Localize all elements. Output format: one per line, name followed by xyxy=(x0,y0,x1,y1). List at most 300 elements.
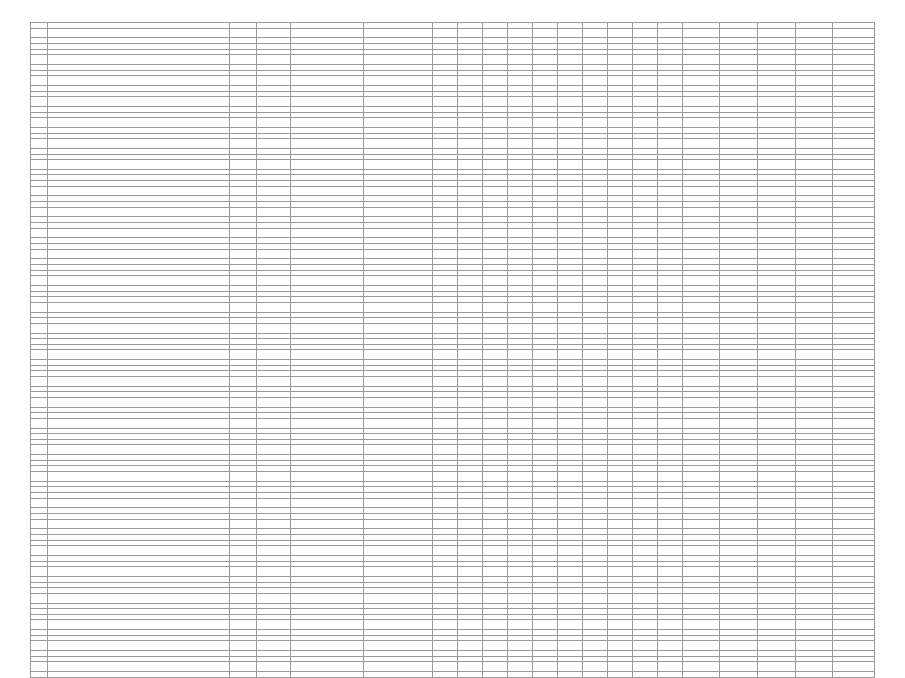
table-cell xyxy=(682,323,720,333)
table-cell xyxy=(257,498,290,508)
table-cell xyxy=(833,641,875,651)
table-cell xyxy=(657,472,682,482)
table-cell xyxy=(230,323,257,333)
table-cell xyxy=(582,472,607,482)
table-cell xyxy=(720,418,758,428)
table-cell xyxy=(363,249,432,259)
table-cell xyxy=(720,662,758,672)
table-cell xyxy=(290,323,363,333)
row-label-cell xyxy=(47,160,230,170)
table-cell xyxy=(682,376,720,386)
row-label-cell xyxy=(47,519,230,529)
table-cell xyxy=(363,139,432,149)
table-cell xyxy=(290,620,363,630)
row-label-cell xyxy=(47,350,230,360)
table-cell xyxy=(833,672,875,678)
table-cell xyxy=(632,418,657,428)
table-cell xyxy=(795,249,833,259)
table-cell xyxy=(363,76,432,86)
table-cell xyxy=(507,672,532,678)
table-cell xyxy=(632,350,657,360)
table-cell xyxy=(457,567,482,577)
table-cell xyxy=(720,323,758,333)
table-cell xyxy=(557,160,582,170)
table-cell xyxy=(657,28,682,38)
table-cell xyxy=(457,546,482,556)
table-cell xyxy=(457,28,482,38)
table-cell xyxy=(833,323,875,333)
table-cell xyxy=(363,662,432,672)
table-cell xyxy=(833,397,875,407)
table-cell xyxy=(557,376,582,386)
table-row xyxy=(31,249,875,259)
table-cell xyxy=(557,55,582,65)
table-cell xyxy=(507,276,532,286)
table-cell xyxy=(833,418,875,428)
table-cell xyxy=(607,472,632,482)
table-cell xyxy=(758,376,796,386)
table-cell xyxy=(758,445,796,455)
table-cell xyxy=(758,350,796,360)
table-cell xyxy=(507,418,532,428)
table-cell xyxy=(657,350,682,360)
table-cell xyxy=(833,350,875,360)
table-cell xyxy=(432,302,457,312)
table-cell xyxy=(720,28,758,38)
table-cell xyxy=(607,302,632,312)
table-cell xyxy=(507,662,532,672)
table-cell xyxy=(482,593,507,603)
table-cell xyxy=(720,139,758,149)
table-cell xyxy=(532,519,557,529)
table-cell xyxy=(557,276,582,286)
table-cell xyxy=(607,546,632,556)
table-cell xyxy=(682,641,720,651)
table-cell xyxy=(833,472,875,482)
table-cell xyxy=(482,641,507,651)
table-cell xyxy=(457,160,482,170)
table-cell xyxy=(230,397,257,407)
table-cell xyxy=(657,593,682,603)
table-cell xyxy=(457,249,482,259)
table-cell xyxy=(432,28,457,38)
table-cell xyxy=(257,546,290,556)
table-cell xyxy=(682,139,720,149)
table-cell xyxy=(290,160,363,170)
table-cell xyxy=(363,160,432,170)
table-cell xyxy=(632,228,657,238)
table-cell xyxy=(682,418,720,428)
table-cell xyxy=(257,376,290,386)
table-cell xyxy=(290,55,363,65)
table-cell xyxy=(31,620,48,630)
table-cell xyxy=(795,519,833,529)
row-label-cell xyxy=(47,249,230,259)
table-cell xyxy=(257,302,290,312)
table-cell xyxy=(532,228,557,238)
table-cell xyxy=(507,472,532,482)
table-cell xyxy=(507,397,532,407)
table-cell xyxy=(290,207,363,217)
table-cell xyxy=(557,519,582,529)
table-cell xyxy=(682,593,720,603)
table-cell xyxy=(632,567,657,577)
table-cell xyxy=(582,620,607,630)
table-row xyxy=(31,376,875,386)
table-cell xyxy=(257,350,290,360)
table-cell xyxy=(582,276,607,286)
row-label-cell xyxy=(47,472,230,482)
table-cell xyxy=(720,620,758,630)
table-cell xyxy=(720,519,758,529)
table-cell xyxy=(632,28,657,38)
table-cell xyxy=(682,228,720,238)
table-cell xyxy=(720,249,758,259)
table-cell xyxy=(257,139,290,149)
table-cell xyxy=(557,350,582,360)
table-cell xyxy=(482,323,507,333)
table-cell xyxy=(31,672,48,678)
table-cell xyxy=(290,672,363,678)
table-cell xyxy=(632,249,657,259)
table-cell xyxy=(257,662,290,672)
table-cell xyxy=(557,445,582,455)
table-cell xyxy=(363,228,432,238)
table-cell xyxy=(682,519,720,529)
table-cell xyxy=(230,445,257,455)
table-cell xyxy=(682,276,720,286)
table-cell xyxy=(532,76,557,86)
table-cell xyxy=(31,139,48,149)
row-label-cell xyxy=(47,186,230,196)
table-cell xyxy=(257,418,290,428)
table-cell xyxy=(482,620,507,630)
table-cell xyxy=(482,139,507,149)
table-cell xyxy=(457,97,482,107)
table-cell xyxy=(230,76,257,86)
row-label-cell xyxy=(47,276,230,286)
table-cell xyxy=(257,55,290,65)
table-cell xyxy=(457,672,482,678)
table-cell xyxy=(657,418,682,428)
table-cell xyxy=(230,672,257,678)
table-cell xyxy=(507,620,532,630)
table-cell xyxy=(557,228,582,238)
table-cell xyxy=(230,207,257,217)
table-cell xyxy=(758,498,796,508)
table-cell xyxy=(607,139,632,149)
table-cell xyxy=(363,519,432,529)
table-cell xyxy=(363,472,432,482)
table-cell xyxy=(582,139,607,149)
table-cell xyxy=(532,350,557,360)
table-cell xyxy=(657,249,682,259)
table-row xyxy=(31,118,875,128)
table-cell xyxy=(432,55,457,65)
table-cell xyxy=(432,472,457,482)
table-cell xyxy=(482,118,507,128)
table-cell xyxy=(632,672,657,678)
table-cell xyxy=(31,28,48,38)
table-cell xyxy=(457,55,482,65)
row-label-cell xyxy=(47,445,230,455)
table-cell xyxy=(230,546,257,556)
table-cell xyxy=(582,350,607,360)
table-cell xyxy=(230,276,257,286)
table-cell xyxy=(582,76,607,86)
table-cell xyxy=(457,445,482,455)
table-cell xyxy=(363,593,432,603)
table-cell xyxy=(31,472,48,482)
table-cell xyxy=(532,445,557,455)
table-cell xyxy=(31,228,48,238)
table-cell xyxy=(363,445,432,455)
table-cell xyxy=(607,519,632,529)
table-cell xyxy=(457,498,482,508)
table-cell xyxy=(31,662,48,672)
table-row xyxy=(31,397,875,407)
table-cell xyxy=(682,445,720,455)
table-cell xyxy=(758,546,796,556)
data-table-sheet xyxy=(30,22,875,678)
table-row xyxy=(31,302,875,312)
table-cell xyxy=(290,567,363,577)
table-cell xyxy=(432,323,457,333)
table-cell xyxy=(432,662,457,672)
row-label-cell xyxy=(47,641,230,651)
table-cell xyxy=(557,186,582,196)
table-cell xyxy=(795,672,833,678)
table-cell xyxy=(31,567,48,577)
table-cell xyxy=(607,186,632,196)
table-cell xyxy=(457,139,482,149)
table-cell xyxy=(482,249,507,259)
table-cell xyxy=(507,546,532,556)
table-cell xyxy=(720,186,758,196)
table-cell xyxy=(582,302,607,312)
table-cell xyxy=(507,139,532,149)
table-cell xyxy=(657,160,682,170)
table-cell xyxy=(290,302,363,312)
table-cell xyxy=(290,418,363,428)
table-cell xyxy=(31,302,48,312)
table-cell xyxy=(257,160,290,170)
table-cell xyxy=(607,498,632,508)
table-cell xyxy=(31,55,48,65)
table-cell xyxy=(833,55,875,65)
table-cell xyxy=(582,567,607,577)
table-cell xyxy=(31,498,48,508)
table-cell xyxy=(632,498,657,508)
table-cell xyxy=(31,418,48,428)
table-cell xyxy=(582,672,607,678)
row-label-cell xyxy=(47,567,230,577)
table-cell xyxy=(795,160,833,170)
table-cell xyxy=(290,28,363,38)
table-cell xyxy=(432,228,457,238)
table-cell xyxy=(795,302,833,312)
table-cell xyxy=(758,55,796,65)
table-cell xyxy=(457,418,482,428)
table-cell xyxy=(582,249,607,259)
table-cell xyxy=(758,302,796,312)
table-cell xyxy=(557,302,582,312)
table-cell xyxy=(432,76,457,86)
table-cell xyxy=(720,376,758,386)
table-cell xyxy=(758,323,796,333)
table-cell xyxy=(582,418,607,428)
table-cell xyxy=(230,498,257,508)
table-cell xyxy=(632,323,657,333)
table-cell xyxy=(363,186,432,196)
table-cell xyxy=(290,97,363,107)
table-cell xyxy=(31,76,48,86)
table-cell xyxy=(657,276,682,286)
table-cell xyxy=(363,207,432,217)
table-cell xyxy=(31,593,48,603)
table-cell xyxy=(507,641,532,651)
table-cell xyxy=(457,207,482,217)
table-cell xyxy=(557,28,582,38)
table-cell xyxy=(257,249,290,259)
table-cell xyxy=(682,249,720,259)
table-cell xyxy=(720,546,758,556)
table-cell xyxy=(582,445,607,455)
table-cell xyxy=(632,76,657,86)
table-cell xyxy=(582,118,607,128)
table-cell xyxy=(432,418,457,428)
table-row xyxy=(31,323,875,333)
table-cell xyxy=(290,397,363,407)
table-cell xyxy=(607,350,632,360)
table-cell xyxy=(482,276,507,286)
table-cell xyxy=(31,276,48,286)
table-cell xyxy=(682,160,720,170)
table-cell xyxy=(557,641,582,651)
table-cell xyxy=(363,302,432,312)
table-cell xyxy=(795,620,833,630)
table-cell xyxy=(607,28,632,38)
row-label-cell xyxy=(47,498,230,508)
table-cell xyxy=(432,567,457,577)
table-cell xyxy=(632,641,657,651)
table-cell xyxy=(557,672,582,678)
table-cell xyxy=(482,567,507,577)
table-cell xyxy=(833,620,875,630)
table-cell xyxy=(682,567,720,577)
table-cell xyxy=(432,276,457,286)
table-cell xyxy=(482,350,507,360)
table-cell xyxy=(31,445,48,455)
table-cell xyxy=(833,76,875,86)
table-cell xyxy=(557,662,582,672)
table-cell xyxy=(582,186,607,196)
table-cell xyxy=(432,97,457,107)
table-cell xyxy=(432,376,457,386)
row-label-cell xyxy=(47,397,230,407)
table-cell xyxy=(507,323,532,333)
table-cell xyxy=(290,350,363,360)
table-cell xyxy=(720,276,758,286)
table-cell xyxy=(833,97,875,107)
table-cell xyxy=(582,323,607,333)
table-cell xyxy=(582,519,607,529)
table-cell xyxy=(290,76,363,86)
table-cell xyxy=(758,160,796,170)
table-cell xyxy=(582,160,607,170)
table-cell xyxy=(290,376,363,386)
table-cell xyxy=(795,376,833,386)
table-cell xyxy=(532,186,557,196)
row-label-cell xyxy=(47,28,230,38)
table-cell xyxy=(795,186,833,196)
table-cell xyxy=(482,186,507,196)
table-cell xyxy=(457,228,482,238)
table-cell xyxy=(632,55,657,65)
table-cell xyxy=(795,445,833,455)
table-cell xyxy=(720,228,758,238)
table-cell xyxy=(290,118,363,128)
table-cell xyxy=(257,76,290,86)
table-cell xyxy=(257,97,290,107)
table-cell xyxy=(833,118,875,128)
table-cell xyxy=(833,519,875,529)
table-cell xyxy=(230,55,257,65)
table-cell xyxy=(632,302,657,312)
table-cell xyxy=(507,76,532,86)
table-cell xyxy=(482,302,507,312)
table-cell xyxy=(507,519,532,529)
table-cell xyxy=(833,160,875,170)
table-cell xyxy=(607,445,632,455)
table-cell xyxy=(363,376,432,386)
table-cell xyxy=(657,76,682,86)
row-label-cell xyxy=(47,76,230,86)
table-cell xyxy=(557,498,582,508)
table-cell xyxy=(682,662,720,672)
table-cell xyxy=(257,445,290,455)
table-cell xyxy=(457,593,482,603)
table-cell xyxy=(720,97,758,107)
table-cell xyxy=(230,160,257,170)
table-cell xyxy=(833,28,875,38)
table-cell xyxy=(457,302,482,312)
row-label-cell xyxy=(47,323,230,333)
table-cell xyxy=(532,207,557,217)
table-cell xyxy=(257,186,290,196)
table-cell xyxy=(682,546,720,556)
table-cell xyxy=(363,620,432,630)
table-cell xyxy=(758,672,796,678)
table-cell xyxy=(607,207,632,217)
table-cell xyxy=(720,397,758,407)
table-row xyxy=(31,519,875,529)
table-cell xyxy=(795,567,833,577)
table-cell xyxy=(230,472,257,482)
table-cell xyxy=(657,302,682,312)
table-cell xyxy=(482,28,507,38)
table-cell xyxy=(290,662,363,672)
table-cell xyxy=(632,472,657,482)
table-cell xyxy=(557,207,582,217)
table-cell xyxy=(31,186,48,196)
table-cell xyxy=(582,546,607,556)
table-cell xyxy=(257,397,290,407)
table-cell xyxy=(758,249,796,259)
table-cell xyxy=(607,376,632,386)
table-cell xyxy=(257,472,290,482)
table-cell xyxy=(432,445,457,455)
